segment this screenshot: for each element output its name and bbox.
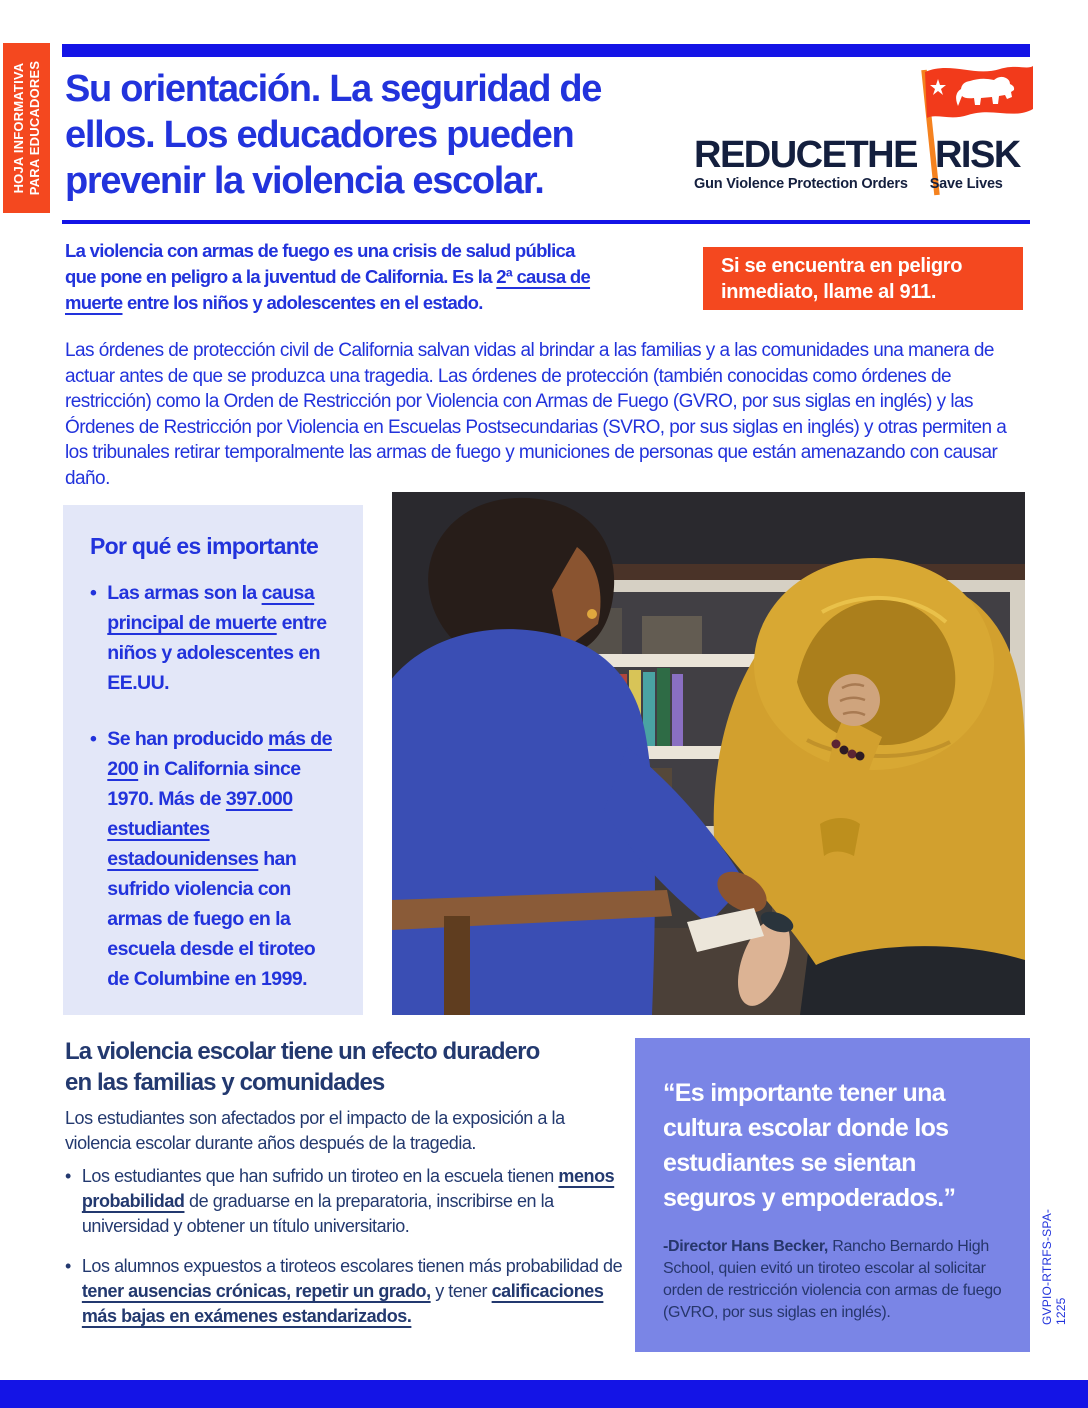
- quote-attribution-detail: Rancho Bernardo High School, quien evitó un tiroteo escolar al solicitar orden de restricción violencia con armas de fuego (GVRO, por sus siglas en inglés).: [663, 1238, 1002, 1321]
- bullet-dot-icon: •: [90, 582, 97, 604]
- why-bullet-2-text: Se han producido más de 200 in California since 1970. Más de 397.000 estudiantes estadounidenses han sufrido violencia con armas de fuego en la escuela desde el tiroteo de Columbine en 1999.: [107, 728, 332, 990]
- reduce-the-risk-logo: [694, 64, 1042, 204]
- lead-paragraph: [65, 238, 590, 316]
- fact-sheet-tab: [3, 43, 50, 213]
- why-bullet-1-text: Las armas son la causa principal de muerte entre niños y adolescentes en EE.UU.: [107, 582, 327, 694]
- top-rule: [62, 44, 1030, 57]
- title-line-1: Su orientación. La seguridad de: [65, 68, 602, 110]
- more-than-200-link[interactable]: más de 200: [107, 728, 332, 780]
- tagline-left: Gun Violence Protection Orders: [694, 176, 908, 192]
- bullet-dot-icon: •: [65, 1256, 71, 1276]
- chronic-absence-link[interactable]: tener ausencias crónicas, repetir un grado,: [81, 1281, 431, 1301]
- lower-scores-link[interactable]: calificaciones más bajas en exámenes estandarizados.: [81, 1281, 604, 1326]
- logo-tagline: [694, 176, 1003, 192]
- quote-box: [635, 1038, 1030, 1352]
- quote-attribution: [663, 1236, 1004, 1324]
- impact-bullets: [65, 1164, 633, 1344]
- impact-heading-line-1: La violencia escolar tiene un efecto duradero: [65, 1038, 540, 1065]
- quote-attribution-name: -Director Hans Becker,: [663, 1238, 829, 1255]
- tab-line-2: PARA EDUCADORES: [26, 60, 42, 196]
- why-it-matters-box: [63, 505, 363, 1015]
- title-line-3: prevenir la violencia escolar.: [65, 160, 544, 202]
- tagline-right: Save Lives: [929, 176, 1003, 192]
- lead-line-3: muerte entre los niños y adolescentes en el estado.: [65, 292, 483, 313]
- document-code: [1040, 1185, 1068, 1325]
- second-cause-link-cont[interactable]: muerte: [65, 292, 123, 313]
- fact-sheet-tab-label: [3, 43, 50, 213]
- why-box-title: Por qué es importante: [90, 533, 319, 559]
- lead-line-1: La violencia con armas de fuego es una crisis de salud pública: [65, 240, 575, 261]
- less-likely-link[interactable]: menos probabilidad: [81, 1166, 615, 1211]
- tab-line-1: HOJA INFORMATIVA: [10, 62, 26, 194]
- page-title: [65, 66, 601, 204]
- counseling-photo: [392, 492, 1025, 1015]
- impact-heading-line-2: en las familias y comunidades: [65, 1069, 385, 1096]
- quote-text: “Es importante tener una cultura escolar donde los estudiantes se sientan seguros y empoderados.”: [663, 1079, 956, 1212]
- logo-word-reduce: REDUCE: [694, 134, 846, 176]
- logo-wordmark: [694, 134, 1020, 177]
- second-cause-link[interactable]: 2ª causa de: [496, 266, 591, 287]
- bottom-rule: [0, 1380, 1088, 1408]
- overview-paragraph: Las órdenes de protección civil de California salvan vidas al brindar a las familias y a las comunidades una manera de actuar antes de que se produzca una tragedia. Las órdenes de protección (también conocidas como órdenes de restricción) como la Orden de Restricción por Violencia con Armas de Fuego (GVRO, por sus siglas en inglés) y las Órdenes de Restricción por Violencia en Escuelas Postsecundarias (SVRO, por sus siglas en inglés) y otras permiten a los tribunales retirar temporalmente las armas de fuego y municiones de personas que están amenazando con causar daño.: [65, 340, 1007, 489]
- title-line-2: ellos. Los educadores pueden: [65, 114, 574, 156]
- impact-bullet-2-text: Los alumnos expuestos a tiroteos escolares tienen más probabilidad de tener ausencias crónicas, repetir un grado, y tener calificaciones más bajas en exámenes estandarizados.: [81, 1256, 623, 1326]
- document-code-text: GVPIO-RTRFS-SPA-1225: [1040, 1208, 1068, 1325]
- impact-bullet-2: [65, 1254, 633, 1329]
- bullet-dot-icon: •: [65, 1166, 71, 1186]
- why-bullet-2: [90, 724, 341, 994]
- emergency-911-callout: [703, 247, 1023, 310]
- why-bullet-1: [90, 578, 341, 698]
- students-count-link[interactable]: 397.000 estudiantes estadounidenses: [107, 788, 293, 870]
- logo-word-risk: RISK: [934, 134, 1020, 176]
- impact-bullet-1-text: Los estudiantes que han sufrido un tiroteo en la escuela tienen menos probabilidad de graduarse en la preparatoria, inscribirse en la universidad y obtener un título universitario.: [81, 1166, 615, 1236]
- emergency-911-text: Si se encuentra en peligro inmediato, llame al 911.: [721, 254, 963, 303]
- headline-rule: [62, 220, 1030, 224]
- leading-cause-link[interactable]: causa principal de muerte: [107, 582, 315, 634]
- lead-line-2: que pone en peligro a la juventud de California. Es la 2ª causa de: [65, 266, 591, 287]
- bullet-dot-icon: •: [90, 728, 97, 750]
- logo-word-the: THE: [845, 134, 917, 176]
- impact-heading: [65, 1036, 539, 1098]
- impact-bullet-1: [65, 1164, 633, 1239]
- impact-intro: Los estudiantes son afectados por el impacto de la exposición a la violencia escolar durante años después de la tragedia.: [65, 1108, 565, 1153]
